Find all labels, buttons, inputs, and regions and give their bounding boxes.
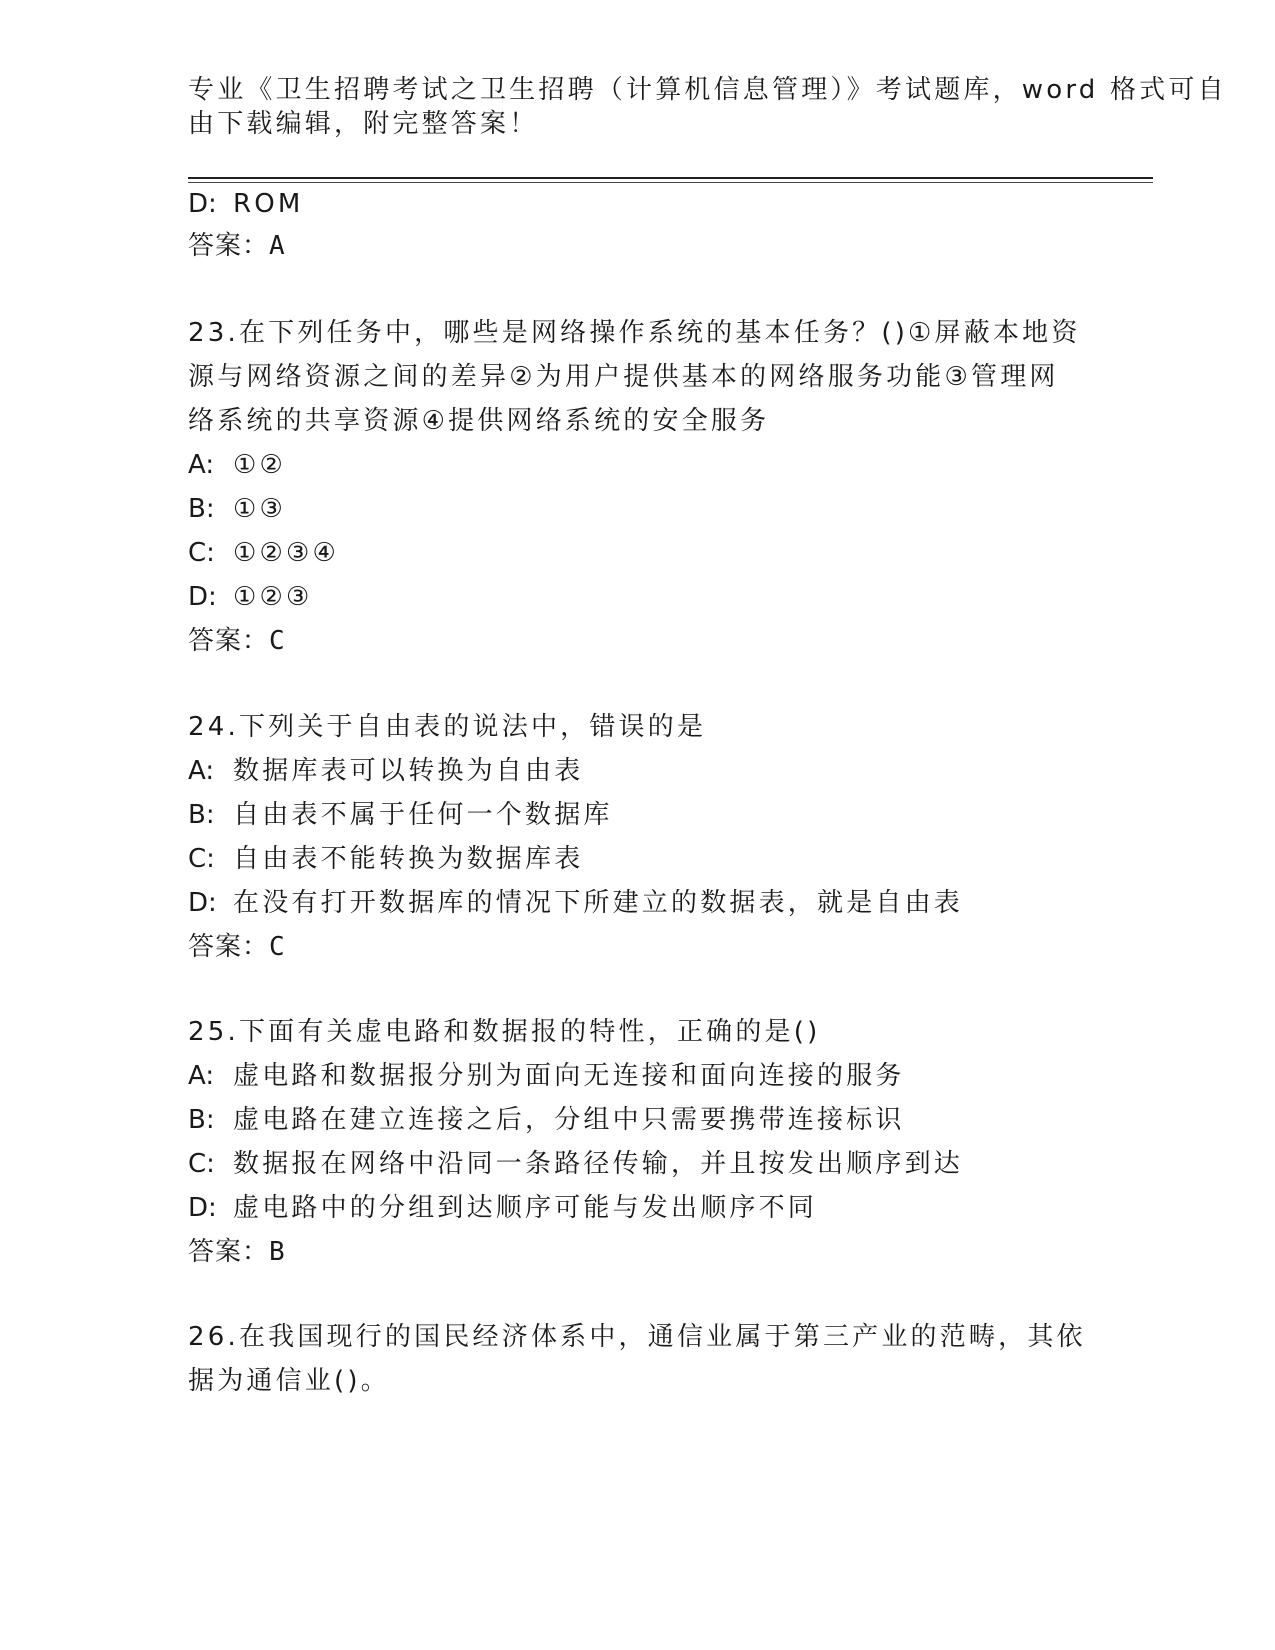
- option-text: 自由表不能转换为数据库表: [233, 844, 584, 874]
- answer-label: 答案：: [188, 1237, 270, 1267]
- option-text: 在没有打开数据库的情况下所建立的数据表，就是自由表: [233, 888, 964, 918]
- answer-value: C: [269, 932, 286, 962]
- option-label: C:: [188, 844, 215, 874]
- q23-stem-line-1: 23.在下列任务中，哪些是网络操作系统的基本任务？()①屏蔽本地资: [188, 318, 1081, 348]
- document-header: [188, 73, 1227, 141]
- option-text: 自由表不属于任何一个数据库: [233, 800, 613, 830]
- q23-stem-line-3: 络系统的共享资源④提供网络系统的安全服务: [188, 406, 770, 436]
- q24-option-b: [188, 798, 613, 832]
- option-label: C:: [188, 538, 215, 568]
- q23-option-b: [188, 492, 286, 526]
- q25-answer: [188, 1235, 286, 1269]
- option-label: A:: [188, 450, 215, 480]
- q24-option-c: [188, 842, 583, 876]
- q23-option-a: [188, 448, 286, 482]
- q26-stem-line-1: 26.在我国现行的国民经济体系中，通信业属于第三产业的范畴，其依: [188, 1322, 1086, 1352]
- option-label: C:: [188, 1149, 215, 1179]
- header-line-2: 由下载编辑，附完整答案！: [188, 109, 539, 139]
- option-text: 数据报在网络中沿同一条路径传输，并且按发出顺序到达: [233, 1149, 964, 1179]
- header-divider-thin: [188, 182, 1153, 183]
- option-text: ①③: [233, 494, 287, 524]
- q25-option-c: [188, 1147, 963, 1181]
- q24-answer: [188, 930, 286, 964]
- q23-option-c: [188, 536, 339, 570]
- option-label: D:: [188, 1193, 217, 1223]
- option-text: 数据库表可以转换为自由表: [233, 756, 584, 786]
- option-text: 虚电路在建立连接之后，分组中只需要携带连接标识: [233, 1105, 905, 1135]
- option-text: ①②③④: [233, 538, 340, 568]
- q22-answer: [188, 229, 286, 263]
- q24-stem-line-1: 24.下列关于自由表的说法中，错误的是: [188, 712, 707, 742]
- q22-option-d: [188, 187, 304, 221]
- option-label: B:: [188, 800, 215, 830]
- answer-label: 答案：: [188, 231, 270, 261]
- answer-value: A: [269, 231, 286, 261]
- header-divider-thick: [188, 177, 1153, 179]
- header-line-1: 专业《卫生招聘考试之卫生招聘（计算机信息管理）》考试题库，word 格式可自: [188, 75, 1227, 105]
- option-label: D:: [188, 888, 217, 918]
- q25-option-a: [188, 1059, 905, 1093]
- option-label: A:: [188, 756, 215, 786]
- option-label: D:: [188, 189, 217, 219]
- answer-label: 答案：: [188, 626, 270, 656]
- q23-stem-line-2: 源与网络资源之间的差异②为用户提供基本的网络服务功能③管理网: [188, 362, 1059, 392]
- option-label: D:: [188, 582, 217, 612]
- option-text: 虚电路中的分组到达顺序可能与发出顺序不同: [233, 1193, 818, 1223]
- option-label: B:: [188, 1105, 215, 1135]
- option-label: A:: [188, 1061, 215, 1091]
- q26-stem-line-2: 据为通信业()。: [188, 1366, 390, 1396]
- q25-stem-line-1: 25.下面有关虚电路和数据报的特性，正确的是(): [188, 1017, 821, 1047]
- option-text: ①②③: [233, 582, 313, 612]
- option-text: ①②: [233, 450, 287, 480]
- q25-option-d: [188, 1191, 817, 1225]
- answer-label: 答案：: [188, 932, 270, 962]
- option-text: ROM: [233, 189, 304, 219]
- option-text: 虚电路和数据报分别为面向无连接和面向连接的服务: [233, 1061, 905, 1091]
- q23-option-d: [188, 580, 313, 614]
- q23-answer: [188, 624, 286, 658]
- q24-option-a: [188, 754, 583, 788]
- option-label: B:: [188, 494, 215, 524]
- answer-value: C: [269, 626, 286, 656]
- q25-option-b: [188, 1103, 905, 1137]
- answer-value: B: [269, 1237, 286, 1267]
- q24-option-d: [188, 886, 963, 920]
